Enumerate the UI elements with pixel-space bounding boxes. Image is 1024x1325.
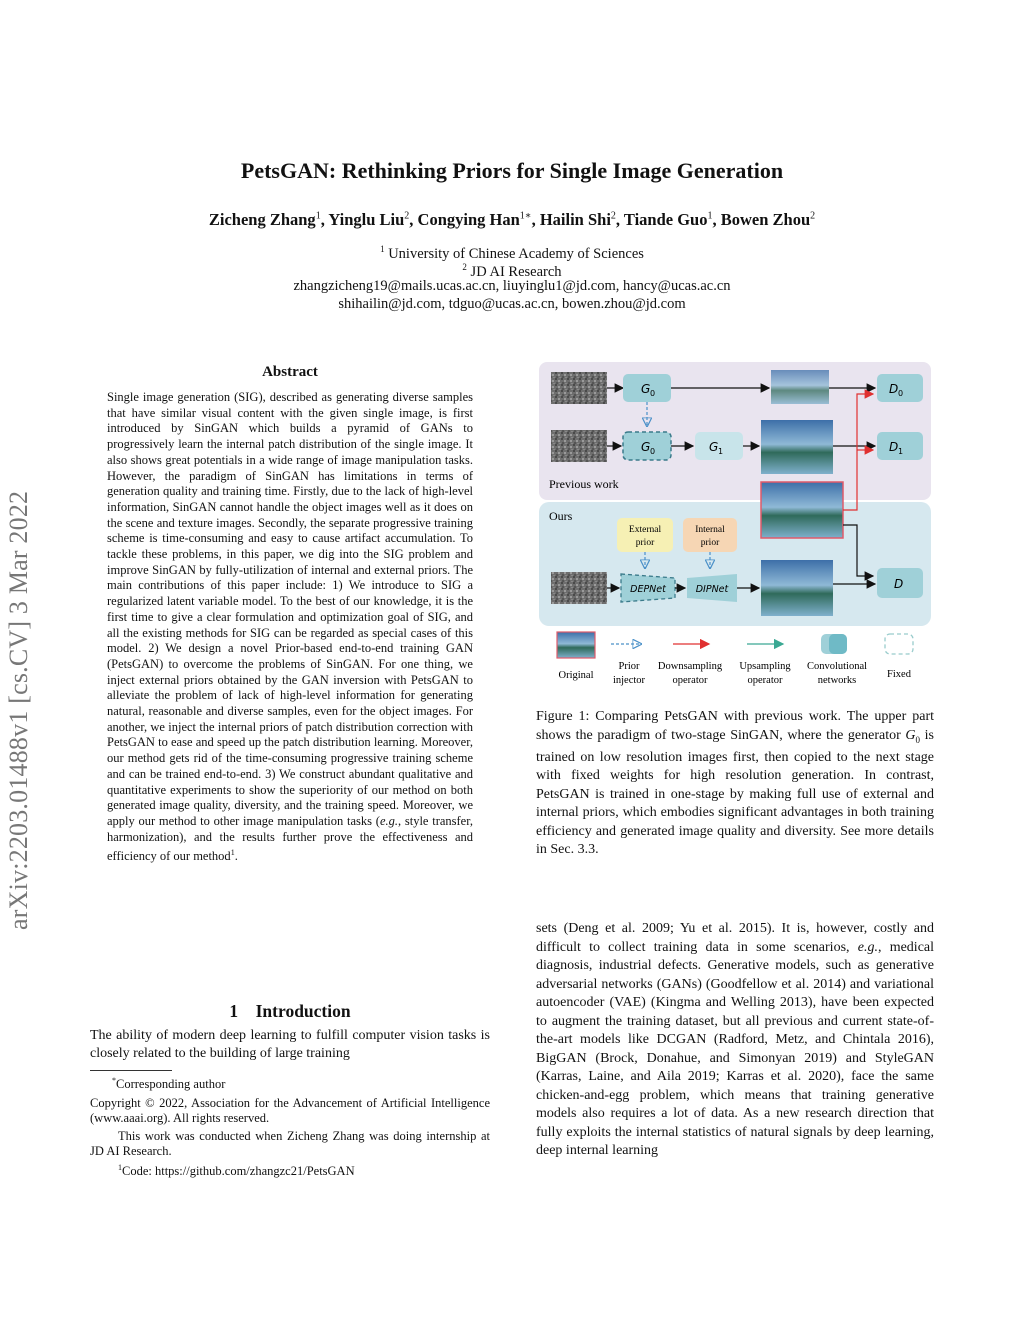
legend-down-l1: Downsampling [657, 661, 723, 672]
affiliation-mark: 1 [380, 244, 385, 254]
author-name: Zicheng Zhang [208, 210, 316, 229]
legend-original: Original [558, 670, 594, 681]
footnote-internship: This work was conducted when Zicheng Zhang was doing internship at JD AI Research. [90, 1129, 490, 1158]
g0-fixed-label: G [641, 440, 651, 454]
author-affil-mark: 2 [810, 210, 816, 222]
author-affil-mark: 2 [610, 210, 616, 222]
previous-work-label: Previous work [549, 477, 619, 491]
abstract-text: Single image generation (SIG), described as generating diverse samples that have similar visual content with the given single image, is first introduced by SinGAN which builds a pyramid of GANs to progressively learn the internal patch distribution of the single image. It also shows great potentials in a wide range of image manipulation tasks. However, the paradigm of SinGAN has limitations in terms of generation quality and training time. Firstly, due to the lack of high-level information, SinGAN cannot handle the object images well as it does on the scene and texture images. Secondly, the separate progressive training scheme is time-consuming and easy to cause artifact accumulation. To tackle these problems, in this paper, we dig into the SIG problem and improve SinGAN by fully-utilization of internal and external priors. The main contributions of this paper include: 1) We introduce to SIG a regularized latent variable model. To the best of our knowledge, it is the first time to give a clear formulation and optimization goal of SIG, and all the existing methods for SIG can be regarded as special cases of this model. 2) We design a novel Prior-based end-to-end training GAN (PetsGAN) to overcome the problems of SinGAN. For one thing, we inject external priors obtained by the GAN inversion with PetsGAN to alleviate the problem of lack of high-level information for generating natural, reasonable and diverse samples, even for the object images. For another, we inject the internal priors of patch distribution correction with PetsGAN to ease and speed up the patch distribution learning. Moreover, our method gets rid of the time-consuming progressive training scheme and can be trained end-to-end. 3) We construct abundant qualitative and quantitative experiments to show the superiority of our method on both generated image quality, diversity, and the training speed. Moreover, we apply our method to other image manipulation tasks ( [107, 390, 473, 828]
body-text: sets (Deng et al. 2009; Yu et al. 2015). It is, however, costly and difficult to collect training data in some scenarios, [536, 921, 934, 955]
author-name: Tiande Guo [623, 210, 708, 229]
email-line-2: shihailin@jd.com, tdguo@ucas.ac.cn, bowen.zhou@jd.com [338, 296, 686, 312]
abstract-eg: e.g. [379, 813, 398, 828]
footnote-copyright: Copyright © 2022, Association for the Advancement of Artificial Intelligence (www.aaai.org). All rights reserved. [90, 1096, 490, 1125]
caption-text-cont: is trained on low resolution images first, then copied to the next stage with fixed weights for high resolution generation. In contrast, PetsGAN is trained in one-stage by making full use of external and internal priors, which embodies significant advantages in both training efficiency and generated image quality and diversity. See more details in Sec. 3.3. [536, 727, 934, 858]
g1-sub: 1 [718, 447, 724, 456]
footnote-text: Corresponding author [116, 1077, 226, 1092]
d0-label: D [889, 382, 899, 396]
legend-up-l2: operator [747, 675, 783, 686]
legend-up-l1: Upsampling [739, 661, 791, 672]
abstract-end: . [234, 849, 238, 864]
noise-input-2 [551, 430, 607, 462]
legend-fixed-swatch [885, 634, 913, 654]
noise-input-3 [551, 572, 607, 604]
intro-heading-number: 1 [229, 1001, 239, 1021]
affiliation-mark: 2 [462, 262, 467, 272]
high-res-output [761, 420, 833, 474]
footnote-star: * [112, 1076, 116, 1085]
body-eg: e.g. [857, 939, 878, 955]
intro-heading [90, 1001, 490, 1022]
caption-g: G [905, 727, 916, 743]
author-name: Yinglu Liu [328, 210, 405, 229]
author-name: Bowen Zhou [720, 210, 811, 229]
external-prior-l1: External [628, 525, 662, 535]
footnote-mark: 1 [230, 848, 235, 858]
internal-prior-l2: prior [700, 538, 720, 548]
email-line-1: zhangzicheng19@mails.ucas.ac.cn, liuyinglu1@jd.com, hancy@ucas.ac.cn [293, 278, 731, 294]
figure-1-diagram [537, 360, 937, 695]
legend-fixed: Fixed [887, 669, 911, 680]
d1-label: D [889, 440, 899, 454]
legend-injector-l1: Prior [618, 661, 640, 672]
d0-sub: 0 [898, 389, 904, 398]
arxiv-side-label: arXiv:2203.01488v1 [cs.CV] 3 Mar 2022 [4, 490, 33, 930]
author-affil-mark: 2 [404, 210, 410, 222]
external-prior-l2: prior [635, 538, 655, 548]
footnote-code-mark: 1 [118, 1163, 122, 1172]
low-res-output [771, 370, 829, 404]
d-label: D [894, 577, 904, 591]
abstract-text-cont: , style transfer, harmonization), and the results further prove the effectiveness and efficiency of our method [107, 813, 474, 864]
affiliation-name: University of Chinese Academy of Sciences [388, 245, 644, 262]
legend-original-swatch [557, 632, 595, 658]
g0-fixed-sub: 0 [650, 447, 656, 456]
affiliation-name: JD AI Research [470, 263, 562, 280]
legend-down-l2: operator [672, 675, 708, 686]
author-affil-mark: 1∗ [519, 210, 532, 222]
abstract-heading: Abstract [262, 364, 318, 380]
caption-g-sub: 0 [915, 734, 921, 745]
dipnet-label: DIPNet [695, 584, 729, 595]
footnote-code [90, 1161, 490, 1179]
legend-conv-l1: Convolutional [806, 661, 868, 672]
ours-label: Ours [549, 509, 573, 523]
ours-output [761, 560, 833, 616]
legend-conv-l2: networks [817, 675, 857, 686]
depnet-label: DEPNet [630, 584, 666, 595]
intro-heading-text: Introduction [255, 1001, 351, 1021]
noise-input-1 [551, 372, 607, 404]
intro-body: The ability of modern deep learning to fulfill computer vision tasks is closely related to the building of large training [90, 1028, 490, 1061]
legend-injector-l2: injector [612, 675, 646, 686]
author-affil-mark: 1 [707, 210, 713, 222]
original-image [761, 482, 843, 538]
body-text-cont: , medical diagnosis, industrial defects. Generative models, such as generative adversarial networks (GANs) (Goodfellow et al. 2014) and variational autoencoder (VAE) (Kingma and Welling 2013), have been expected to augment the training dataset, but all previous and current state-of-the-art models like DCGAN (Radford, Metz, and Chintala 2016), BigGAN (Brock, Donahue, and Simonyan 2019) and StyleGAN (Karras, Laine, and Aila 2019; Karras et al. 2020), face the same chicken-and-egg problem, which means that training generative models also requires a lot of data. As a new research direction that fully exploits the internal statistics of natural signals by deep learning, deep internal learning [536, 939, 935, 1158]
author-affil-mark: 1 [315, 210, 321, 222]
author-name: Hailin Shi [539, 210, 611, 229]
figure-1-caption [536, 708, 934, 860]
right-column-body [536, 920, 934, 1161]
footnote-corresponding [90, 1074, 490, 1092]
caption-text: Figure 1: Comparing PetsGAN with previous work. The upper part shows the paradigm of two-stage SinGAN, where the generator [536, 709, 934, 743]
g0-label: G [641, 382, 651, 396]
author-list: Zicheng Zhang$^1$, Yinglu Liu$^2$, Congying Han$^{1∗}$, Hailin Shi$^2$, Tiande Guo$^1$, Bowen Zhou$^2$ [208, 210, 816, 229]
abstract-body [107, 390, 473, 865]
g1-label: G [709, 440, 719, 454]
footnote-rule [90, 1070, 172, 1071]
footnote-code-text: Code: https://github.com/zhangzc21/PetsGAN [122, 1164, 355, 1179]
d1-sub: 1 [898, 447, 904, 456]
internal-prior-l1: Internal [695, 525, 725, 535]
g0-sub: 0 [650, 389, 656, 398]
author-name: Congying Han [417, 210, 520, 229]
paper-title: PetsGAN: Rethinking Priors for Single Image Generation [240, 158, 784, 183]
